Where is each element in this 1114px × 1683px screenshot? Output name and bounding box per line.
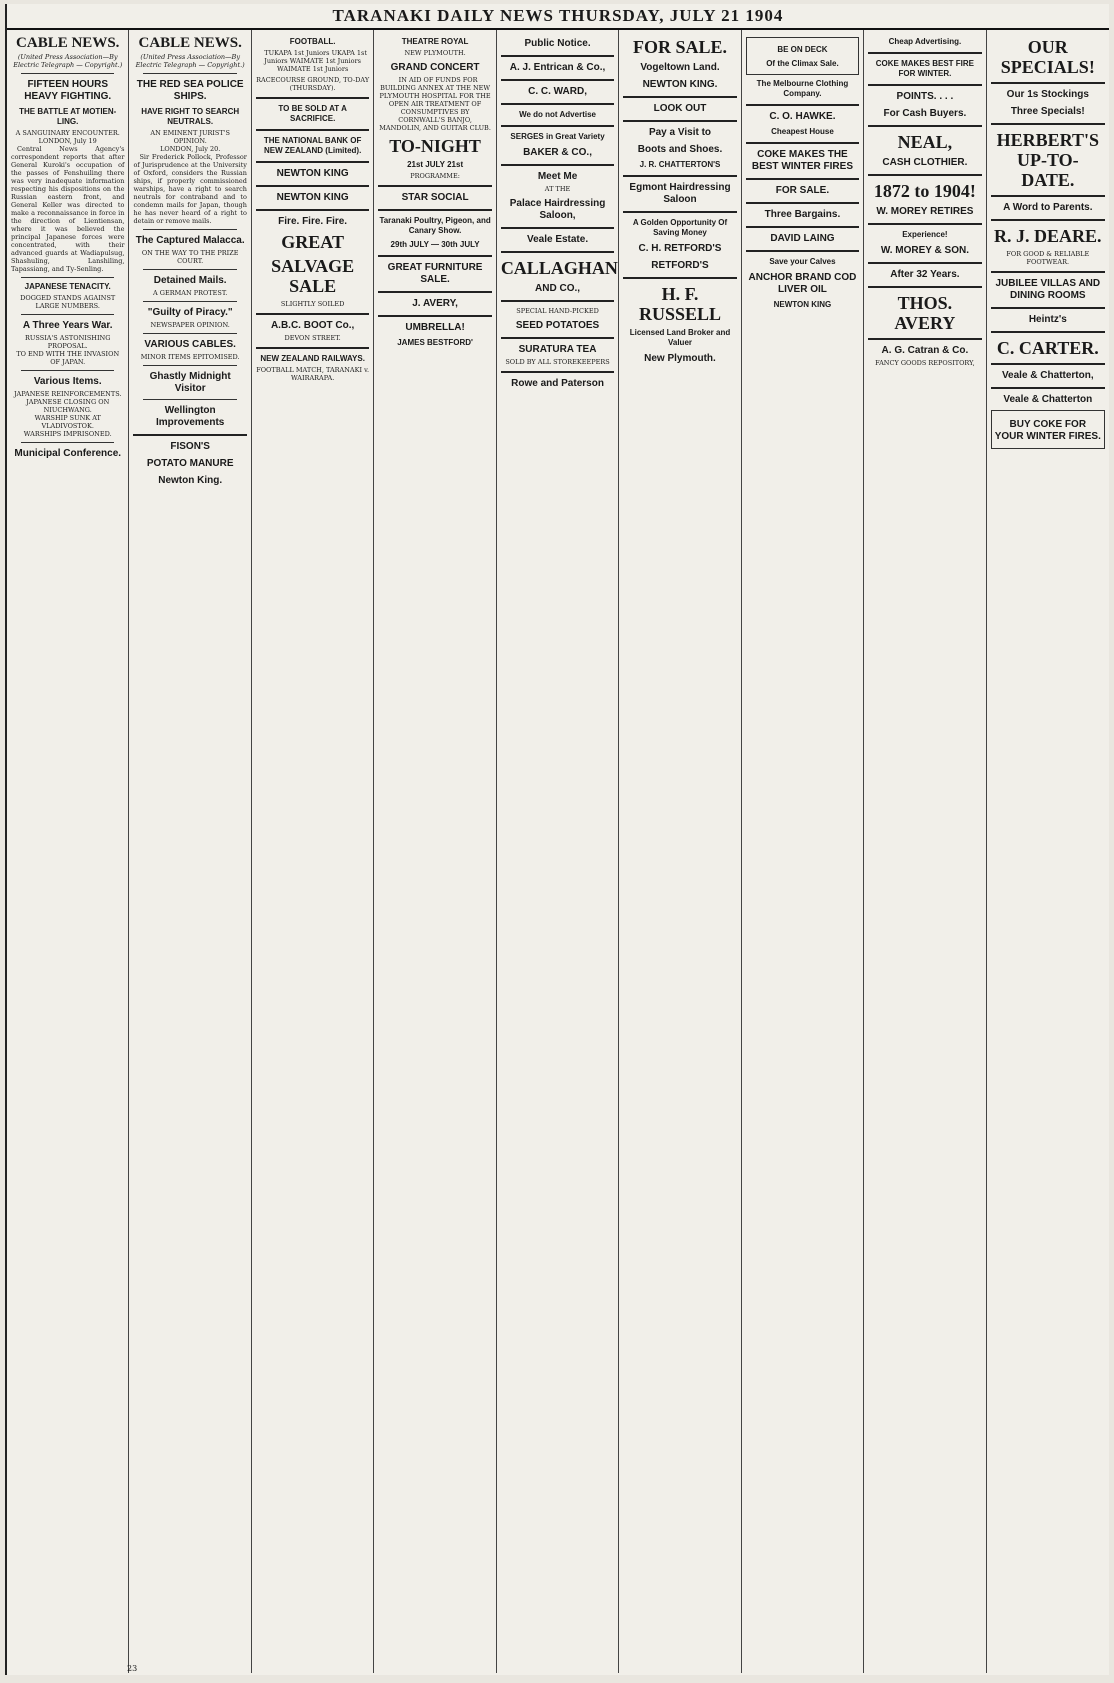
subhead: AN EMINENT JURIST'S OPINION. (150, 129, 230, 145)
columns (7, 30, 1109, 1673)
advert-heading: We do not Advertise (519, 110, 596, 119)
advert-heading: FOOTBALL. (289, 37, 336, 46)
advert-heading: FOR SALE. (775, 185, 830, 196)
advert-heading: Cheap Advertising. (888, 37, 962, 46)
advert-heading: Taranaki Poultry, Pigeon, and Canary Show. (379, 216, 491, 235)
subhead: MINOR ITEMS EPITOMISED. (140, 353, 240, 361)
column-8 (864, 30, 986, 1673)
advert-heading: BUY COKE FOR YOUR WINTER FIRES. (994, 419, 1101, 442)
subhead: TO END WITH THE INVASION OF JAPAN. (16, 350, 120, 366)
advert-heading: Veale & Chatterton, (1001, 370, 1094, 381)
advert-heading: ANCHOR BRAND COD LIVER OIL (748, 272, 857, 295)
advert-body: IN AID OF FUNDS FOR BUILDING ANNEX AT THE NEW PLYMOUTH HOSPITAL FOR THE OPEN AIR TREATMENT OF CONSUMPTIVES BY CORNWALL'S BANJO, MANDOLIN, AND GUITAR CLUB. (379, 76, 491, 132)
advert-heading: CALLAGHAN (500, 258, 618, 278)
advert-heading: R. J. DEARE. (994, 226, 1102, 246)
subhead: RACECOURSE GROUND, TO-DAY (THURSDAY). (256, 76, 370, 92)
advert-heading: Licensed Land Broker and Valuer (629, 328, 731, 347)
advert-heading: Cheapest House (771, 127, 834, 136)
subhead: PROGRAMME: (410, 172, 460, 180)
advert-heading: 21st JULY 21st (407, 160, 464, 169)
advert-heading: OUR SPECIALS! (1000, 37, 1095, 77)
headline: Municipal Conference. (14, 448, 122, 459)
advert-heading: Fire. Fire. Fire. (278, 216, 348, 227)
advert-heading: JAMES BESTFORD' (397, 338, 473, 347)
advert-heading: NEAL, (897, 132, 953, 152)
subhead: ON THE WAY TO THE PRIZE COURT. (141, 249, 239, 265)
advert-heading: Egmont Hairdressing Saloon (629, 182, 731, 205)
headline: FIFTEEN HOURS HEAVY FIGHTING. (24, 79, 112, 102)
advert-heading: POTATO MANURE (146, 458, 234, 469)
subhead: SLIGHTLY SOILED (280, 300, 345, 308)
advert-heading: NEWTON KING (773, 300, 832, 309)
advert-heading: Meet Me (537, 171, 578, 182)
headline: Ghastly Midnight Visitor (149, 371, 231, 394)
headline: Detained Mails. (153, 275, 227, 286)
advert-heading: Save your Calves (769, 257, 836, 266)
advert-heading: Heintz's (1028, 314, 1067, 325)
advert-heading: HERBERT'S UP-TO-DATE. (996, 130, 1099, 190)
advert-heading: BAKER & CO., (523, 147, 592, 158)
column-9 (987, 30, 1109, 1673)
headline: Wellington Improvements (156, 405, 225, 428)
advert-heading: STAR SOCIAL (401, 192, 469, 203)
advert-heading: For Cash Buyers. (883, 108, 967, 119)
subhead: JAPANESE CLOSING ON NIUCHWANG. (26, 398, 110, 414)
headline: VARIOUS CABLES. (144, 339, 236, 350)
advert-heading: RETFORD'S (651, 260, 709, 271)
subhead: A GERMAN PROTEST. (153, 289, 228, 297)
advert-heading: GREAT (281, 232, 344, 252)
advert-heading: SERGES in Great Variety (510, 132, 605, 141)
advert-heading: SEED POTATOES (515, 320, 600, 331)
advert-heading: GRAND CONCERT (390, 62, 480, 73)
dateline: LONDON, July 20. (160, 145, 221, 153)
advert-heading: Newton King. (158, 475, 223, 486)
subhead: AT THE (544, 185, 571, 193)
cable-news-title: CABLE NEWS. (138, 35, 242, 51)
newspaper-page (5, 4, 1109, 1675)
advert-heading: THE NATIONAL BANK OF NEW ZEALAND (Limited). (263, 136, 362, 155)
cable-news-title: CABLE NEWS. (16, 35, 120, 51)
advert-heading: J. R. CHATTERTON'S (639, 160, 721, 169)
column-5 (497, 30, 619, 1673)
advert-heading: C. CARTER. (996, 338, 1099, 358)
subhead: RUSSIA'S ASTONISHING PROPOSAL. (25, 334, 111, 350)
advert-heading: Boots and Shoes. (637, 144, 723, 155)
advert-heading: NEWTON KING. (642, 79, 718, 90)
advert-heading: NEW ZEALAND RAILWAYS. (260, 354, 365, 363)
advert-heading: TO BE SOLD AT A SACRIFICE. (278, 104, 347, 123)
column-4 (374, 30, 496, 1673)
advert-heading: Vogeltown Land. (640, 62, 720, 73)
advert-heading: TO-NIGHT (389, 136, 481, 156)
advert-heading: After 32 Years. (890, 269, 960, 280)
subhead: FANCY GOODS REPOSITORY, (875, 359, 975, 367)
advert-heading: THEATRE ROYAL (401, 37, 469, 46)
advert-heading: POINTS. . . . (896, 91, 954, 102)
column-7 (742, 30, 864, 1673)
column-6 (619, 30, 741, 1673)
advert-heading: C. O. HAWKE. (769, 111, 836, 122)
advert-heading: H. F. RUSSELL (638, 284, 722, 324)
cable-credit: (United Press Association—By Electric Telegraph — Copyright.) (13, 53, 123, 69)
subhead: WARSHIP SUNK AT VLADIVOSTOK. (34, 414, 101, 430)
advert-box (746, 37, 859, 75)
advert-heading: CASH CLOTHIER. (882, 157, 968, 168)
page-number: 23 (127, 1664, 138, 1673)
advert-heading: Three Specials! (1010, 106, 1085, 117)
advert-heading: Veale Estate. (526, 234, 589, 245)
headline: "Guilty of Piracy." (147, 307, 233, 318)
advert-heading: Experience! (902, 230, 948, 239)
advert-heading: A. G. Catran & Co. (881, 345, 969, 356)
subhead: FOOTBALL MATCH, TARANAKI v. WAIRARAPA. (256, 366, 370, 382)
subhead: NEW PLYMOUTH. (404, 49, 466, 57)
advert-heading: DAVID LAING (770, 233, 835, 244)
headline: THE RED SEA POLICE SHIPS. (136, 79, 244, 102)
column-2 (129, 30, 251, 1673)
advert-heading: LOOK OUT (653, 103, 707, 114)
advert-heading: COKE MAKES THE BEST WINTER FIRES (751, 149, 853, 172)
advert-heading: C. H. RETFORD'S (638, 243, 722, 254)
column-1 (7, 30, 129, 1673)
advert-box (991, 410, 1105, 449)
advert-heading: A Golden Opportunity Of Saving Money (632, 218, 728, 237)
advert-heading: Three Bargains. (764, 209, 841, 220)
advert-heading: J. AVERY, (412, 298, 458, 309)
advert-heading: AND CO., (535, 283, 581, 294)
advert-heading: A Word to Parents. (1003, 202, 1093, 213)
subhead: SOLD BY ALL STOREKEEPERS (505, 358, 610, 366)
advert-heading: NEWTON KING (276, 168, 349, 179)
advert-heading: Our 1s Stockings (1006, 89, 1089, 100)
dateline: LONDON, July 19 (38, 137, 97, 145)
advert-heading: GREAT FURNITURE SALE. (387, 262, 483, 285)
advert-heading: W. MOREY RETIRES (876, 206, 974, 217)
advert-heading: SURATURA TEA (518, 344, 597, 355)
subhead: JAPANESE REINFORCEMENTS. (13, 390, 122, 398)
subhead: DEVON STREET. (284, 334, 341, 342)
masthead: TARANAKI DAILY NEWS THURSDAY, JULY 21 1904 (7, 4, 1109, 30)
advert-heading: COKE MAKES BEST FIRE FOR WINTER. (875, 59, 975, 78)
headline: JAPANESE TENACITY. (24, 282, 111, 291)
headline: THE BATTLE AT MOTIEN-LING. (19, 107, 117, 126)
article-body: Central News Agency's correspondent reports that after General Kuroki's occupation of the passes of Fenshuiling there was very inadequate information respecting his dispositions on the Russian eastern front, and General Keller was directed to make a reconnaissance in force in the direction of Lientiensan, where it was believed the principal Japanese forces were concentrated, with their advanced guards at Wadiapulsug, Shashuling, Lanshiling, Tapassiang, and Ty-Senling. (11, 145, 125, 273)
advert-heading: The Melbourne Clothing Company. (756, 79, 849, 98)
headline: A Three Years War. (22, 320, 113, 331)
cable-credit: (United Press Association—By Electric Telegraph — Copyright.) (135, 53, 245, 69)
advert-heading: 29th JULY — 30th JULY (390, 240, 480, 249)
article-body: Sir Frederick Pollock, Professor of Jurisprudence at the University of Oxford, considers the Russian ships, if properly commissioned warships, have a right to search neutrals for contraband and to condemn mails for Japan, though he has never heard of a right to detain or remove mails. (133, 153, 247, 225)
advert-heading: JUBILEE VILLAS AND DINING ROOMS (995, 278, 1101, 301)
subhead: SPECIAL HAND-PICKED (516, 307, 599, 315)
advert-heading: C. C. WARD, (528, 86, 587, 97)
advert-heading: UMBRELLA! (405, 322, 465, 333)
headline: Various Items. (33, 376, 102, 387)
advert-heading: SALVAGE SALE (271, 256, 355, 296)
advert-heading: Palace Hairdressing Saloon, (509, 198, 606, 221)
subhead: WARSHIPS IMPRISONED. (23, 430, 112, 438)
advert-heading: A.B.C. BOOT Co., (270, 320, 355, 331)
advert-heading: BE ON DECK (777, 45, 828, 54)
headline: The Captured Malacca. (135, 235, 245, 246)
advert-heading: Rowe and Paterson (511, 378, 604, 389)
advert-body: TUKAPA 1st Juniors UKAPA 1st Juniors WAIMATE 1st Juniors WAIMATE 1st Juniors (264, 49, 367, 73)
advert-heading: A. J. Entrican & Co., (509, 62, 606, 73)
advert-heading: Pay a Visit to (648, 127, 712, 138)
advert-heading: New Plymouth. (644, 353, 716, 364)
advert-heading: Veale & Chatterton (1003, 394, 1093, 405)
advert-heading: FISON'S (170, 441, 210, 452)
subhead: DOGGED STANDS AGAINST LARGE NUMBERS. (20, 294, 116, 310)
advert-heading: NEWTON KING (276, 192, 349, 203)
advert-heading: Of the Climax Sale. (766, 59, 839, 68)
subhead: FOR GOOD & RELIABLE FOOTWEAR. (1006, 250, 1090, 266)
advert-heading: Public Notice. (524, 38, 591, 49)
subhead: NEWSPAPER OPINION. (150, 321, 230, 329)
advert-heading: W. MOREY & SON. (880, 245, 969, 256)
column-3 (252, 30, 374, 1673)
subhead: A SANGUINARY ENCOUNTER. (15, 129, 120, 137)
advert-heading: THOS. AVERY (894, 293, 956, 333)
headline: HAVE RIGHT TO SEARCH NEUTRALS. (141, 107, 240, 126)
advert-heading: FOR SALE. (632, 37, 727, 57)
advert-heading: 1872 to 1904! (873, 181, 976, 201)
